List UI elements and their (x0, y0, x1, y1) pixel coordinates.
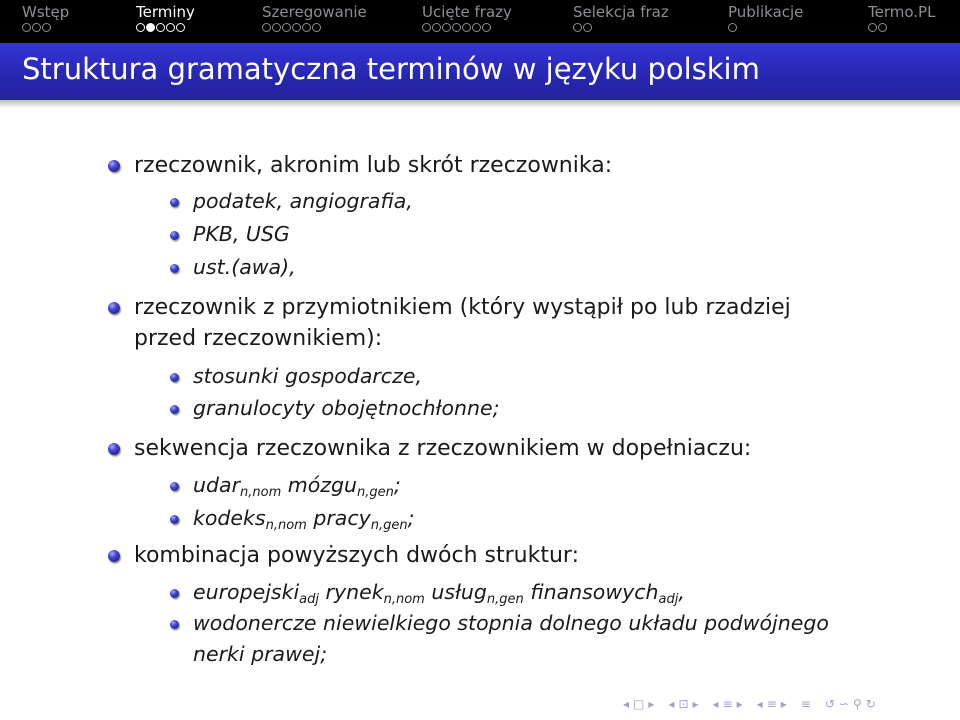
nav-section-termo-pl[interactable]: Termo.PL (868, 3, 936, 21)
list-item: rzeczownik, akronim lub skrót rzeczownika: (134, 151, 612, 180)
bullet-icon (170, 620, 179, 629)
prev-subsection-arrow-icon[interactable]: ◂ (712, 697, 719, 711)
bullet-icon (108, 550, 120, 562)
subsection-icon[interactable]: ≡ (722, 697, 733, 711)
next-section-arrow-icon[interactable]: ▸ (780, 697, 787, 711)
section-icon[interactable]: ≡ (766, 697, 777, 711)
sub-list-item: udar$_{n,nom}$ mózgu$_{n,gen}$; (193, 471, 401, 500)
bullet-icon (170, 373, 179, 382)
bullet-icon (170, 231, 179, 240)
slide-title: Struktura gramatyczna terminów w języku polskim (22, 52, 760, 86)
sub-list-item: ust.(awa), (193, 253, 296, 282)
prev-section-arrow-icon[interactable]: ◂ (756, 697, 763, 711)
beamer-navigation-symbols (623, 697, 880, 713)
sub-list-item: europejski$_{adj}$ rynek$_{n,nom}$ usług$_{n,gen}$ finansowych$_{adj}$, (193, 578, 685, 607)
sub-list-item: granulocyty obojętnochłonne; (193, 394, 500, 423)
list-item-continuation: przed rzeczownikiem): (134, 326, 383, 351)
next-slide-arrow-icon[interactable]: ▸ (648, 697, 655, 711)
search-icon[interactable]: ⚲ (852, 697, 862, 711)
bullet-icon (170, 198, 179, 207)
list-item: sekwencja rzeczownika z rzeczownikiem w dopełniaczu: (134, 434, 751, 463)
bullet-icon (170, 264, 179, 273)
next-frame-arrow-icon[interactable]: ▸ (692, 697, 699, 711)
forward-icon[interactable]: ↻ (865, 697, 876, 711)
frame-icon[interactable]: ⊡ (678, 697, 689, 711)
sub-list-item: kodeks$_{n,nom}$ pracy$_{n,gen}$; (193, 504, 415, 533)
nav-section-szeregowanie[interactable]: Szeregowanie (262, 3, 367, 21)
sub-list-item-continuation: nerki prawej; (193, 642, 328, 666)
sub-list-item: stosunki gospodarcze, (193, 362, 422, 391)
sub-list-item: PKB, USG (193, 220, 290, 249)
bullet-icon (170, 405, 179, 414)
list-item: kombinacja powyższych dwóch struktur: (134, 541, 579, 570)
bullet-icon (170, 482, 179, 491)
nav-section-terminy[interactable]: Terminy (136, 3, 195, 21)
sub-list-item: podatek, angiografia, (193, 187, 413, 216)
nav-section-selekcja-fraz[interactable]: Selekcja fraz (573, 3, 669, 21)
prev-frame-arrow-icon[interactable]: ◂ (668, 697, 675, 711)
back-icon[interactable]: ↺ (824, 697, 835, 711)
bullet-icon (170, 589, 179, 598)
bullet-icon (108, 302, 120, 314)
prev-slide-arrow-icon[interactable]: ◂ (623, 697, 630, 711)
list-item: rzeczownik z przymiotnikiem (który wystąpił po lub rzadziej (134, 293, 791, 322)
slide-icon[interactable]: □ (633, 697, 645, 711)
loop-icon[interactable]: ∽ (838, 697, 849, 711)
document-icon[interactable]: ≡ (800, 697, 811, 711)
nav-section-wstep[interactable]: Wstęp (22, 3, 70, 21)
sub-list-item: wodonercze niewielkiego stopnia dolnego układu podwójnego (193, 609, 829, 638)
nav-section-publikacje[interactable]: Publikacje (728, 3, 804, 21)
nav-section-uciete-frazy[interactable]: Ucięte frazy (422, 3, 512, 21)
bullet-icon (108, 160, 120, 172)
bullet-icon (108, 443, 120, 455)
bullet-icon (170, 515, 179, 524)
next-subsection-arrow-icon[interactable]: ▸ (736, 697, 743, 711)
